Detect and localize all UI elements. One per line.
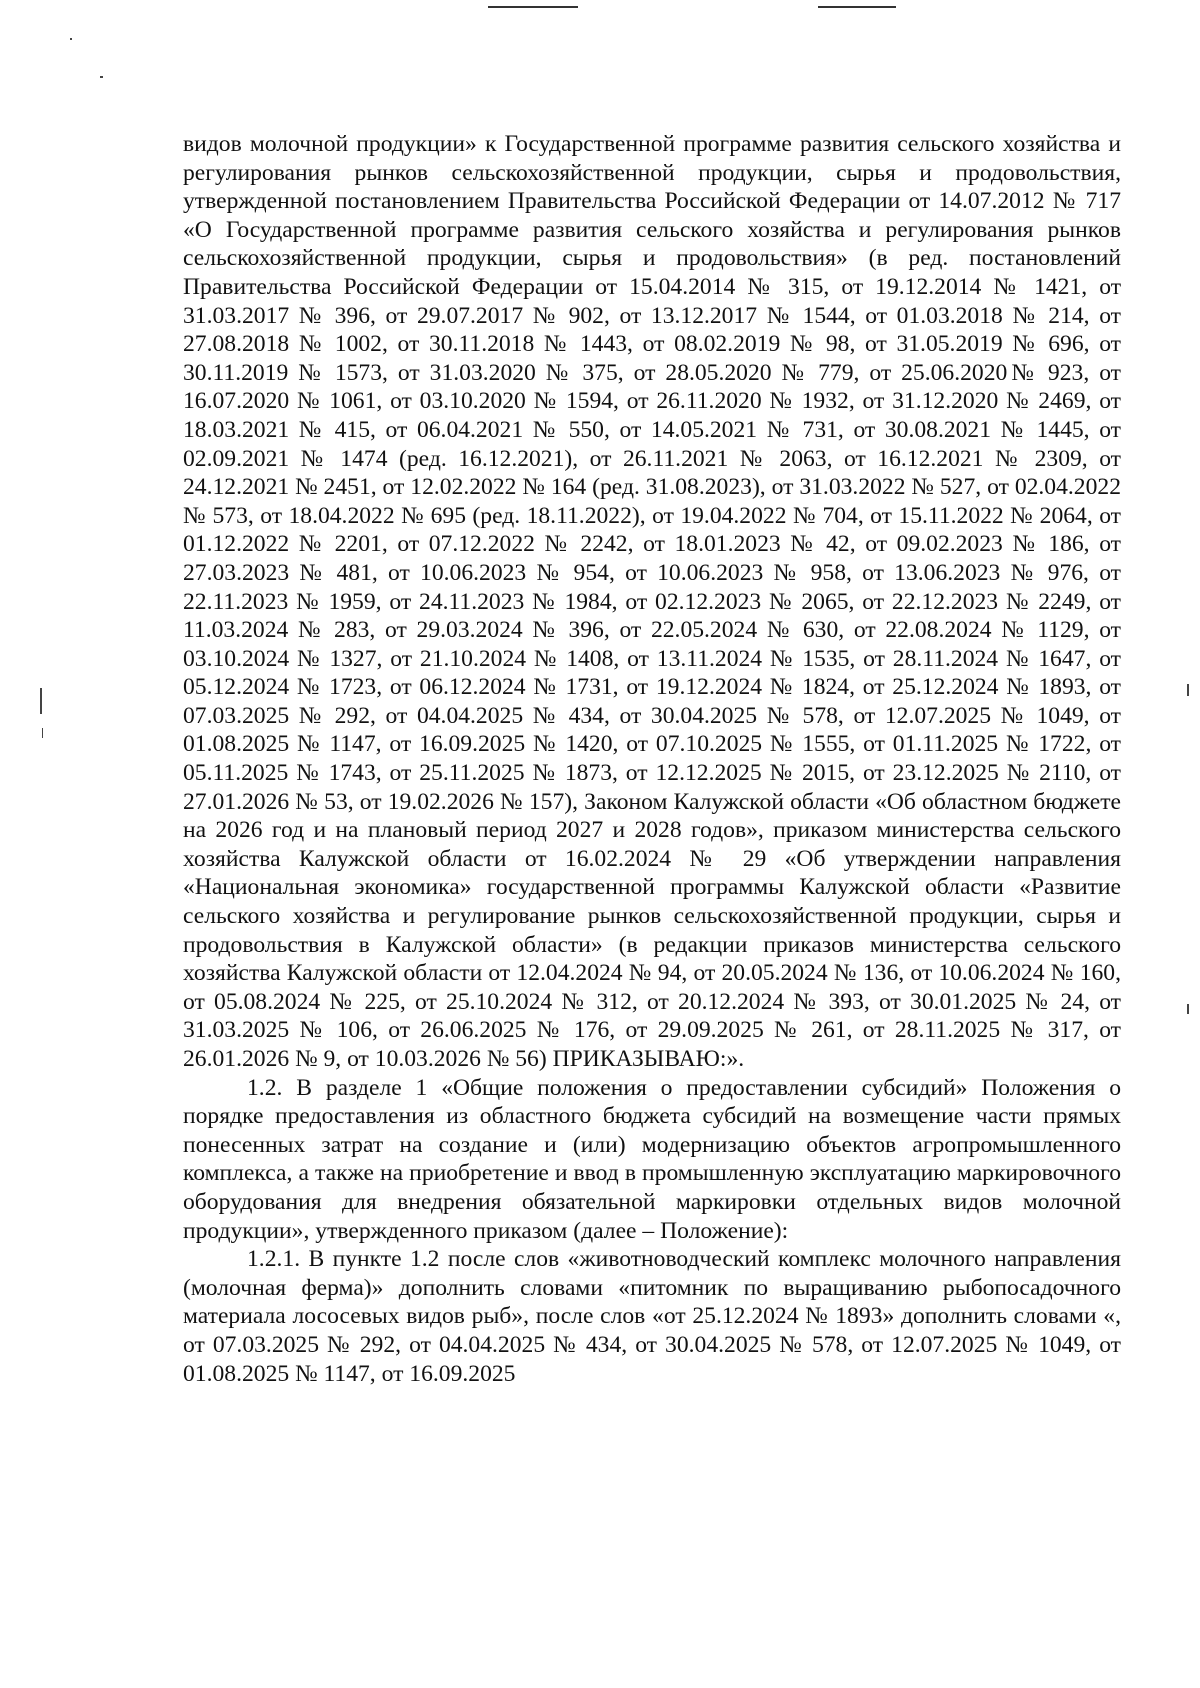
scan-speck (1187, 1004, 1189, 1014)
scan-speck (100, 76, 103, 78)
paragraph-1-2: 1.2. В разделе 1 «Общие положения о предоставлении субсидий» Положения о порядке предоставления из областного бюджета субсидий на возмещение части прямых понесенных затрат на создание и (или) модернизацию объектов агропромышленного комплекса, а также на приобретение и ввод в промышленную эксплуатацию маркировочного оборудования для внедрения обязательной маркировки отдельных видов молочной продукции», утвержденного приказом (далее – Положение): (183, 1074, 1121, 1244)
scan-speck (70, 38, 72, 40)
scan-top-line-right (818, 6, 896, 8)
document-body (183, 130, 1121, 1388)
scan-speck (1187, 684, 1189, 696)
scan-top-line-left (488, 6, 578, 8)
scan-margin-line (40, 688, 42, 714)
scan-speck (42, 728, 43, 738)
paragraph-intro-continuation: видов молочной продукции» к Государственной программе развития сельского хозяйства и регулирования рынков сельскохозяйственной продукции, сырья и продовольствия, утвержденной постановлением Правительства Российской Федерации от 14.07.2012 № 717 «О Государственной программе развития сельского хозяйства и регулирования рынков сельскохозяйственной продукции, сырья и продовольствия» (в ред. постановлений Правительства Российской Федерации от 15.04.2014 № 315, от 19.12.2014 № 1421, от 31.03.2017 № 396, от 29.07.2017 № 902, от 13.12.2017 № 1544, от 01.03.2018 № 214, от 27.08.2018 № 1002, от 30.11.2018 № 1443, от 08.02.2019 № 98, от 31.05.2019 № 696, от 30.11.2019 № 1573, от 31.03.2020 № 375, от 28.05.2020 № 779, от 25.06.2020№ 923, от 16.07.2020 № 1061, от 03.10.2020 № 1594, от 26.11.2020 № 1932, от 31.12.2020 № 2469, от 18.03.2021 № 415, от 06.04.2021 № 550, от 14.05.2021 № 731, от 30.08.2021 № 1445, от 02.09.2021 № 1474 (ред. 16.12.2021), от 26.11.2021 № 2063, от 16.12.2021 № 2309, от 24.12.2021 № 2451, от 12.02.2022 № 164 (ред. 31.08.2023), от 31.03.2022 № 527, от 02.04.2022 № 573, от 18.04.2022 № 695 (ред. 18.11.2022), от 19.04.2022 № 704, от 15.11.2022 № 2064, от 01.12.2022 № 2201, от 07.12.2022 № 2242, от 18.01.2023 № 42, от 09.02.2023 № 186, от 27.03.2023 № 481, от 10.06.2023 № 954, от 10.06.2023 № 958, от 13.06.2023 № 976, от 22.11.2023 № 1959, от 24.11.2023 № 1984, от 02.12.2023 № 2065, от 22.12.2023 № 2249, от 11.03.2024 № 283, от 29.03.2024 № 396, от 22.05.2024 № 630, от 22.08.2024 № 1129, от 03.10.2024 № 1327, от 21.10.2024 № 1408, от 13.11.2024 № 1535, от 28.11.2024 № 1647, от 05.12.2024 № 1723, от 06.12.2024 № 1731, от 19.12.2024 № 1824, от 25.12.2024 № 1893, от 07.03.2025 № 292, от 04.04.2025 № 434, от 30.04.2025 № 578, от 12.07.2025 № 1049, от 01.08.2025 № 1147, от 16.09.2025 № 1420, от 07.10.2025 № 1555, от 01.11.2025 № 1722, от 05.11.2025 № 1743, от 25.11.2025 № 1873, от 12.12.2025 № 2015, от 23.12.2025 № 2110, от 27.01.2026 № 53, от 19.02.2026 № 157), Законом Калужской области «Об областном бюджете на 2026 год и на плановый период 2027 и 2028 годов», приказом министерства сельского хозяйства Калужской области от 16.02.2024 № 29 «Об утверждении направления «Национальная экономика» государственной программы Калужской области «Развитие сельского хозяйства и регулирование рынков сельскохозяйственной продукции, сырья и продовольствия в Калужской области» (в редакции приказов министерства сельского хозяйства Калужской области от 12.04.2024 № 94, от 20.05.2024 № 136, от 10.06.2024 № 160, от 05.08.2024 № 225, от 25.10.2024 № 312, от 20.12.2024 № 393, от 30.01.2025 № 24, от 31.03.2025 № 106, от 26.06.2025 № 176, от 29.09.2025 № 261, от 28.11.2025 № 317, от 26.01.2026 № 9, от 10.03.2026 № 56) ПРИКАЗЫВАЮ:». (183, 131, 1121, 1072)
paragraph-1-2-1: 1.2.1. В пункте 1.2 после слов «животноводческий комплекс молочного направления (молочная ферма)» дополнить словами «питомник по выращиванию рыбопосадочного материала лососевых видов рыб», после слов «от 25.12.2024 № 1893» дополнить словами «, от 07.03.2025 № 292, от 04.04.2025 № 434, от 30.04.2025 № 578, от 12.07.2025 № 1049, от 01.08.2025 № 1147, от 16.09.2025 (183, 1246, 1121, 1387)
